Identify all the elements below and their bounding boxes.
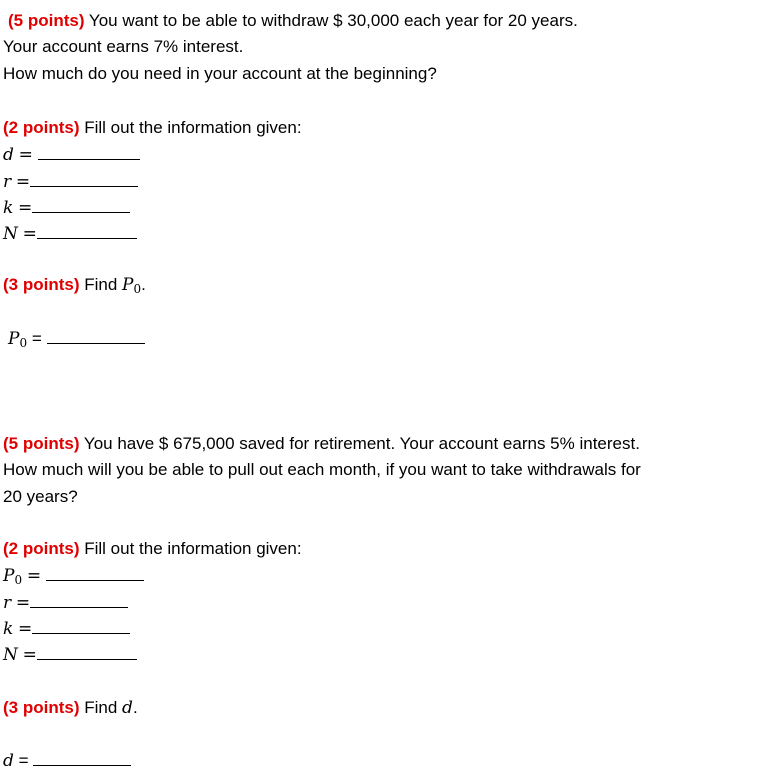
equals-sign: = [26, 566, 42, 586]
given-label: Fill out the information given: [84, 539, 302, 558]
answer-blank[interactable] [46, 566, 144, 581]
answer-blank[interactable] [33, 751, 131, 766]
points-label: (5 points) [3, 434, 80, 453]
given-row-r [3, 171, 138, 193]
problem1-given-header [3, 117, 302, 139]
variable: r [3, 172, 12, 192]
answer-blank[interactable] [32, 198, 130, 213]
given-row-P0 [3, 565, 144, 588]
given-row-d [3, 144, 140, 166]
period: . [141, 275, 146, 294]
equals-sign: = [18, 751, 29, 770]
problem2-statement-line2: How much will you be able to pull out each month, if you want to take withdrawals for [3, 460, 641, 479]
variable: P0 [3, 566, 23, 587]
equals-sign: = [18, 145, 33, 165]
variable: d [3, 145, 14, 165]
problem2-statement-line3: 20 years? [3, 487, 78, 506]
equals-sign: = [22, 645, 37, 665]
answer-blank[interactable] [37, 645, 137, 660]
problem1-statement-line3: How much do you need in your account at the beginning? [3, 64, 437, 83]
problem2-find-header [3, 697, 138, 719]
given-row-k [3, 618, 130, 640]
answer-blank[interactable] [47, 329, 145, 344]
answer-blank[interactable] [38, 145, 140, 160]
variable: N [3, 645, 18, 665]
answer-variable: P0 [8, 329, 28, 350]
answer-blank[interactable] [32, 619, 130, 634]
problem-text: You have $ 675,000 saved for retirement. Your account earns 5% interest. [83, 434, 640, 453]
problem2-answer-row [3, 750, 131, 772]
equals-sign: = [31, 329, 42, 348]
equals-sign: = [18, 619, 33, 639]
find-variable: d [122, 698, 133, 718]
variable: N [3, 224, 18, 244]
period: . [132, 698, 138, 717]
problem2-given-header [3, 538, 302, 560]
given-row-N [3, 644, 137, 666]
points-label: (5 points) [8, 11, 85, 30]
problem1-find-header [3, 274, 146, 297]
given-row-r [3, 592, 128, 614]
variable: k [3, 619, 14, 639]
variable: r [3, 593, 12, 613]
answer-variable: d [3, 751, 14, 771]
equals-sign: = [18, 198, 33, 218]
problem1-statement-line2: Your account earns 7% interest. [3, 37, 244, 56]
given-row-N [3, 223, 137, 245]
problem1-statement-line1 [8, 10, 578, 32]
given-label: Fill out the information given: [84, 118, 302, 137]
points-label: (3 points) [3, 275, 80, 294]
find-label: Find [84, 698, 118, 717]
problem-text: You want to be able to withdraw $ 30,000 each year for 20 years. [88, 11, 578, 30]
points-label: (3 points) [3, 698, 80, 717]
equals-sign: = [15, 172, 31, 192]
points-label: (2 points) [3, 539, 80, 558]
find-label: Find [84, 275, 118, 294]
given-row-k [3, 197, 130, 219]
equals-sign: = [15, 593, 31, 613]
find-variable: P0 [122, 275, 142, 296]
points-label: (2 points) [3, 118, 80, 137]
problem2-statement-line1 [3, 433, 640, 455]
problem1-answer-row [8, 328, 145, 351]
equals-sign: = [22, 224, 37, 244]
answer-blank[interactable] [30, 172, 138, 187]
answer-blank[interactable] [37, 224, 137, 239]
variable: k [3, 198, 14, 218]
answer-blank[interactable] [30, 593, 128, 608]
